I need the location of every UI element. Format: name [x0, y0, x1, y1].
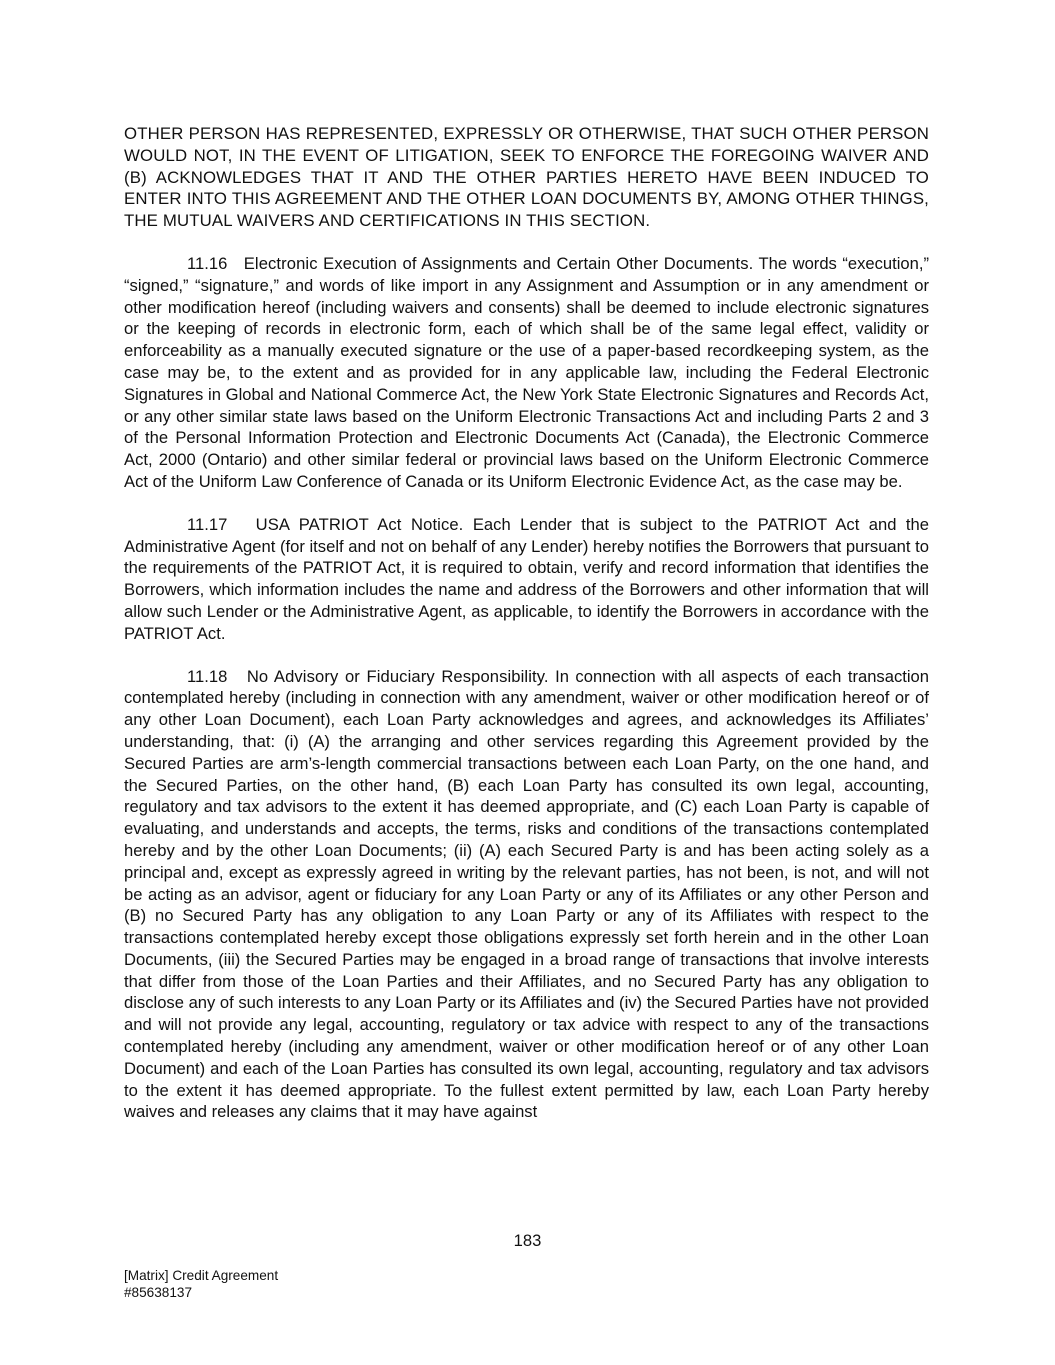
section-heading: USA PATRIOT Act Notice. [255, 514, 464, 534]
section-body: Each Lender that is subject to the PATRIOT Act and the Administrative Agent (for itself and not on behalf of any Lender) hereby notifies the Borrowers that pursuant to the requirements of the PATRIOT Act, it is required to obtain, verify and record information that identifies the Borrowers, which information includes the name and address of the Borrowers and other information that will allow such Lender or the Administrative Agent, as applicable, to identify the Borrowers in accordance with the PATRIOT Act. [124, 514, 929, 643]
section-number: 11.17 [187, 514, 228, 534]
section-11-17 [124, 514, 929, 645]
section-body: In connection with all aspects of each transaction contemplated hereby (including in connection with any amendment, waiver or other modification hereof or of any other Loan Document), each Loan Party acknowledges and agrees, and acknowledges its Affiliates’ understanding, that: (i) (A) the arranging and other services regarding this Agreement provided by the Secured Parties are arm’s-length commercial transactions between each Loan Party, on the one hand, and the Secured Parties, on the other hand, (B) each Loan Party has consulted its own legal, accounting, regulatory and tax advisors to the extent it has deemed appropriate, and (C) each Loan Party is capable of evaluating, and understands and accepts, the terms, risks and conditions of the transactions contemplated hereby and by the other Loan Documents; (ii) (A) each Secured Party is and has been acting solely as a principal and, except as expressly agreed in writing by the relevant parties, has not been, is not, and will not be acting as an advisor, agent or fiduciary for any Loan Party or any of its Affiliates or any other Person and (B) no Secured Party has any obligation to any Loan Party or any of its Affiliates with respect to the transactions contemplated hereby except those obligations expressly set forth herein and in the other Loan Documents, (iii) the Secured Parties may be engaged in a broad range of transactions that involve interests that differ from those of the Loan Parties and their Affiliates, and no Secured Party has any obligation to disclose any of such interests to any Loan Party or its Affiliates and (iv) the Secured Parties have not provided and will not provide any legal, accounting, regulatory or tax advice with respect to any of the transactions contemplated hereby (including any amendment, waiver or other modification hereof or of any other Loan Document) and each of the Loan Parties has consulted its own legal, accounting, regulatory and tax advisors to the extent it has deemed appropriate. To the fullest extent permitted by law, each Loan Party hereby waives and releases any claims that it may have against [124, 666, 929, 1122]
footer-doc-id: #85638137 [124, 1285, 193, 1300]
continuation-paragraph: OTHER PERSON HAS REPRESENTED, EXPRESSLY OR OTHERWISE, THAT SUCH OTHER PERSON WOULD NOT, IN THE EVENT OF LITIGATION, SEEK TO ENFORCE THE FOREGOING WAIVER AND (B) ACKNOWLEDGES THAT IT AND THE OTHER PARTIES HERETO HAVE BEEN INDUCED TO ENTER INTO THIS AGREEMENT AND THE OTHER LOAN DOCUMENTS BY, AMONG OTHER THINGS, THE MUTUAL WAIVERS AND CERTIFICATIONS IN THIS SECTION. [124, 124, 929, 231]
footer-title: [Matrix] Credit Agreement [124, 1268, 279, 1283]
section-number: 11.16 [187, 253, 228, 273]
section-11-16 [124, 253, 929, 493]
section-heading: Electronic Execution of Assignments and Certain Other Documents. [243, 253, 754, 273]
section-number: 11.18 [187, 666, 228, 686]
page-number: 183 [513, 1231, 542, 1250]
section-heading: No Advisory or Fiduciary Responsibility. [246, 666, 549, 686]
document-footer [124, 1267, 278, 1301]
section-11-18 [124, 666, 929, 1124]
page-body [124, 123, 929, 1123]
section-body: The words “execution,” “signed,” “signature,” and words of like import in any Assignment and Assumption or in any amendment or other modification hereof (including waivers and consents) shall be deemed to include electronic signatures or the keeping of records in electronic form, each of which shall be of the same legal effect, validity or enforceability as a manually executed signature or the use of a paper-based recordkeeping system, as the case may be, to the extent and as provided for in any applicable law, including the Federal Electronic Signatures in Global and National Commerce Act, the New York State Electronic Signatures and Records Act, or any other similar state laws based on the Uniform Electronic Transactions Act and including Parts 2 and 3 of the Personal Information Protection and Electronic Documents Act (Canada), the Electronic Commerce Act, 2000 (Ontario) and other similar federal or provincial laws based on the Uniform Electronic Commerce Act of the Uniform Law Conference of Canada or its Uniform Electronic Evidence Act, as the case may be. [124, 253, 930, 491]
